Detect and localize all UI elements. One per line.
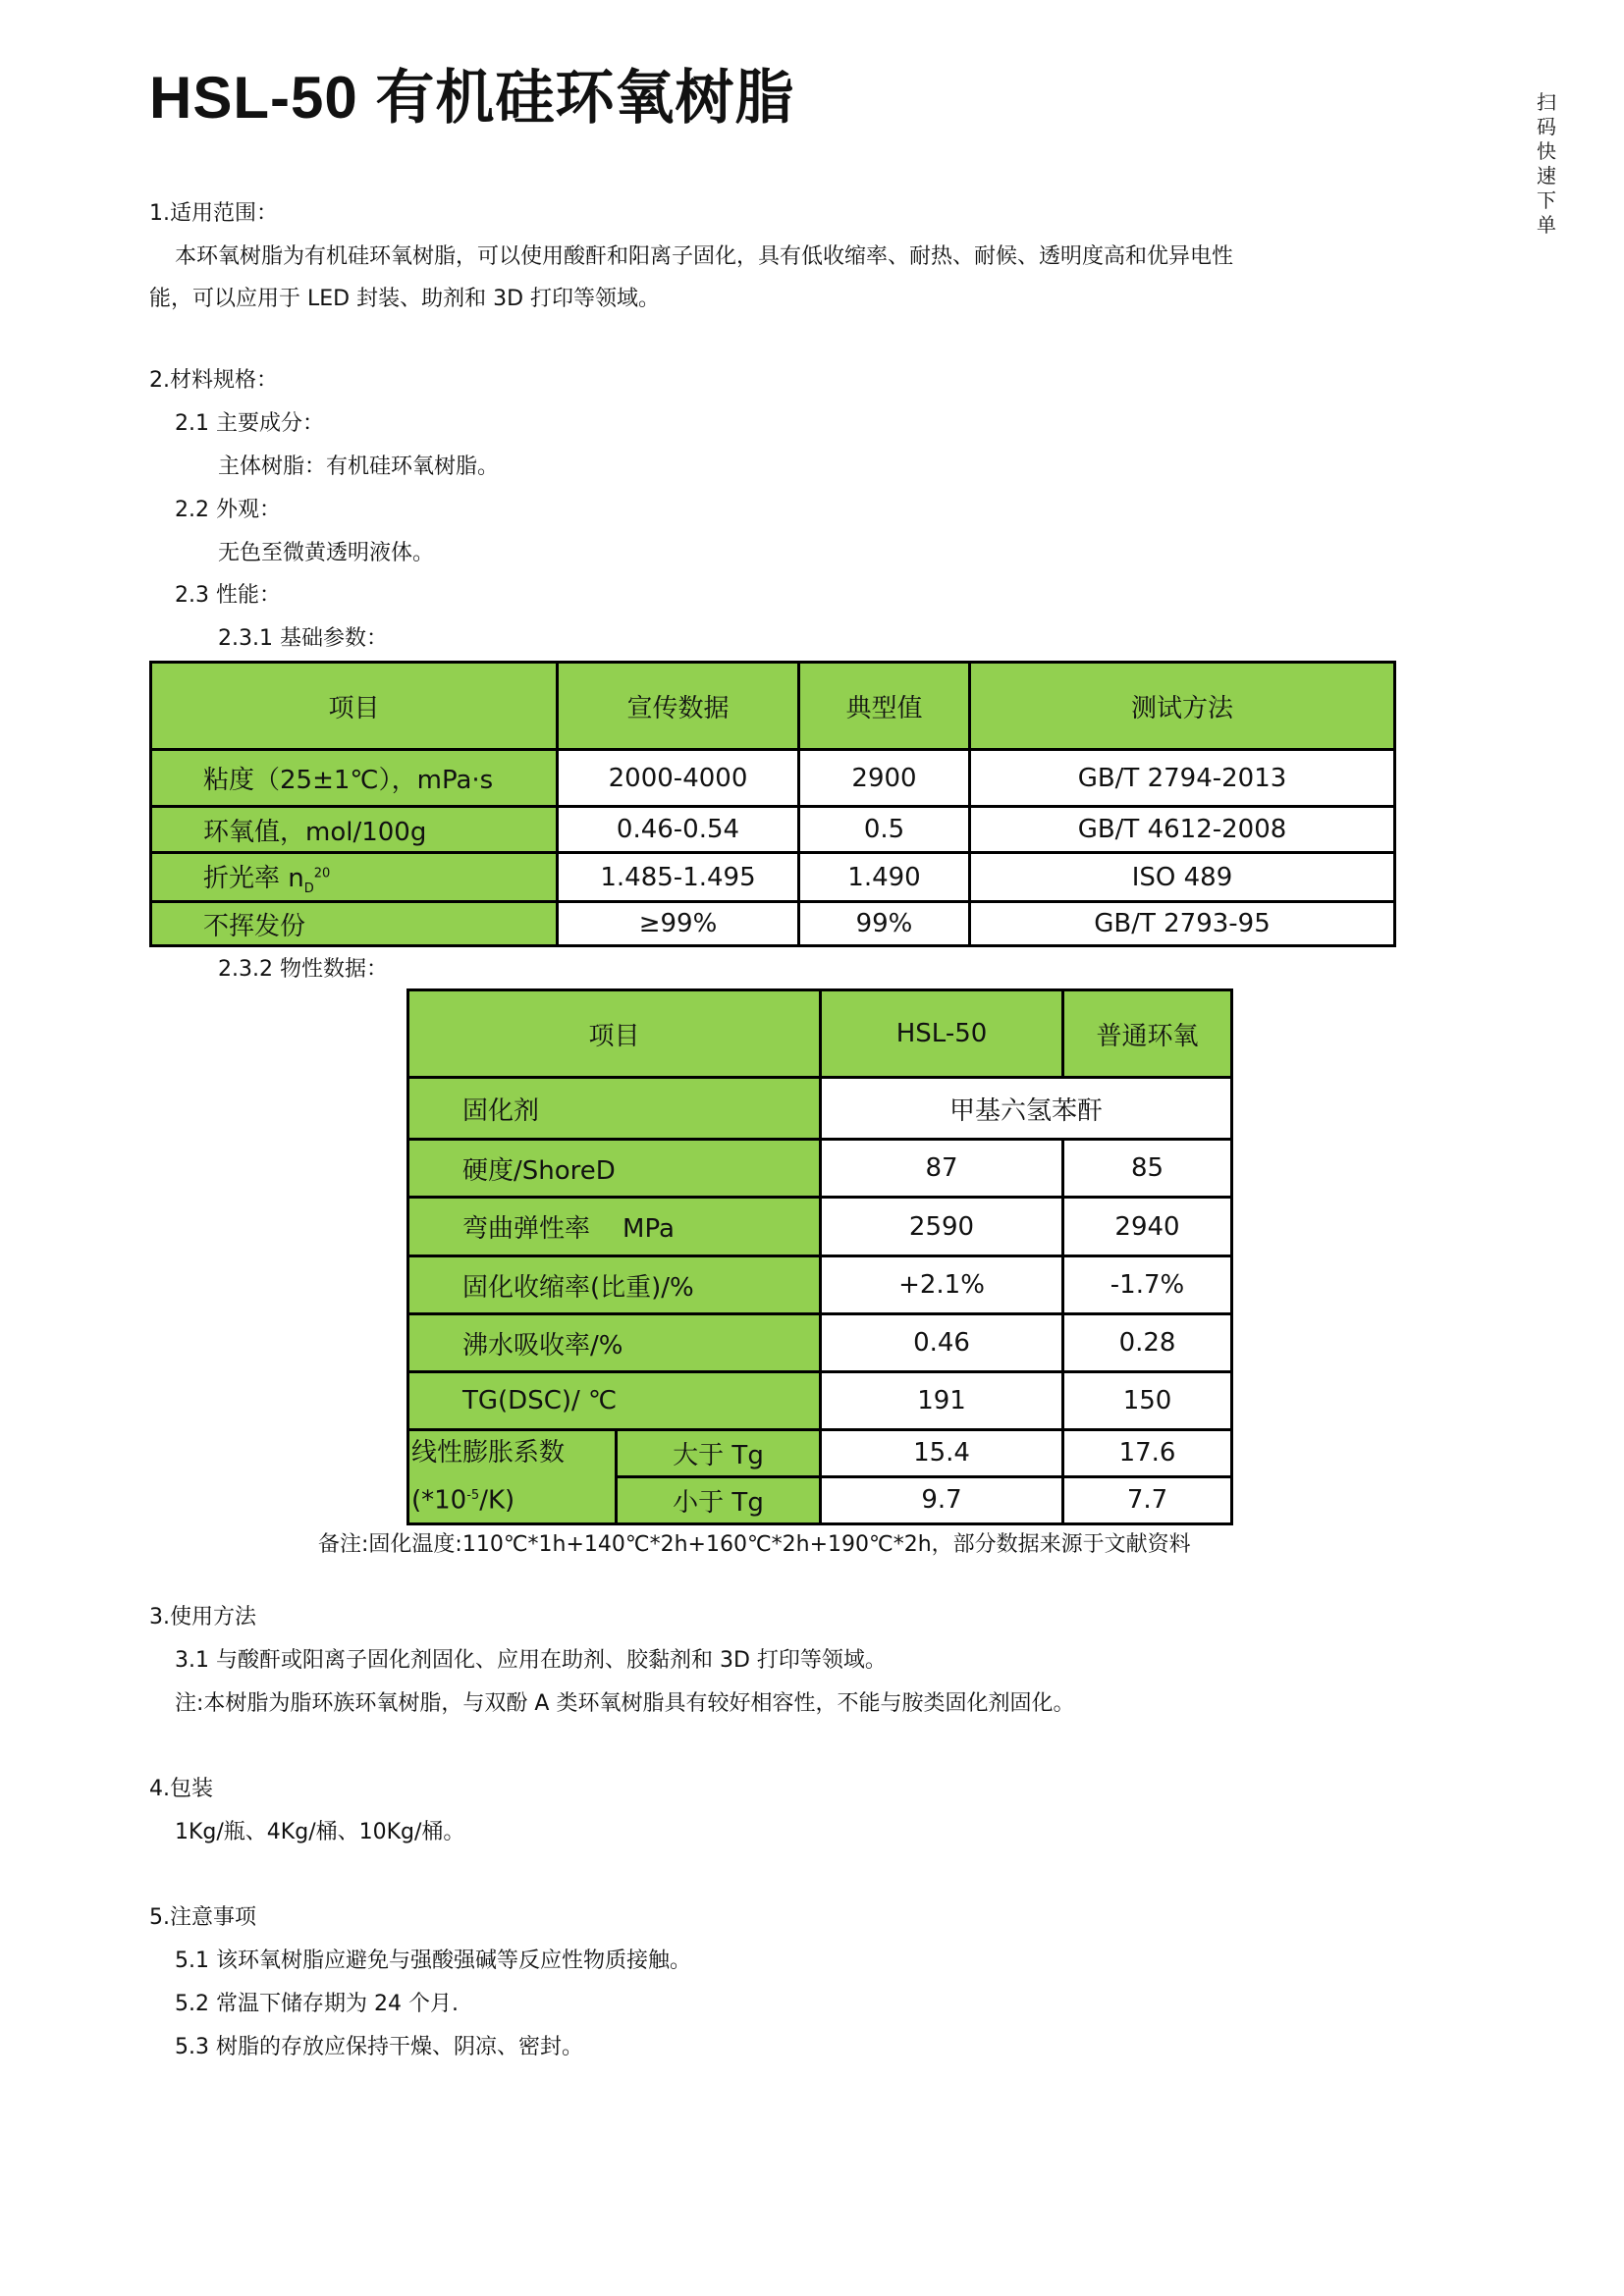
curing-agent-label: 固化剂 xyxy=(408,1078,821,1140)
cte-label-line1: 线性膨胀系数 xyxy=(411,1438,566,1468)
row-item: 不挥发份 xyxy=(151,902,558,946)
basic-parameters-table xyxy=(149,661,1396,947)
row-method: GB/T 4612-2008 xyxy=(970,807,1395,853)
section-2-2-heading: 2.2 外观： xyxy=(175,498,281,522)
table-row xyxy=(408,1314,1232,1372)
row-item: 粘度（25±1℃），mPa·s xyxy=(151,750,558,807)
row-typical: 0.5 xyxy=(799,807,970,853)
table-row xyxy=(408,1256,1232,1314)
header-spec: 宣传数据 xyxy=(558,663,799,750)
header-hsl50: HSL-50 xyxy=(821,990,1063,1078)
row-normal: 0.28 xyxy=(1063,1314,1232,1372)
row-item: 弯曲弹性率 MPa xyxy=(408,1198,821,1256)
table-row xyxy=(151,807,1395,853)
table-header-row xyxy=(151,663,1395,750)
row-method: ISO 489 xyxy=(970,853,1395,902)
table-row xyxy=(151,853,1395,902)
section-2-1-heading: 2.1 主要成分： xyxy=(175,411,324,436)
table-row xyxy=(151,902,1395,946)
row-method: GB/T 2794-2013 xyxy=(970,750,1395,807)
section-2-2-text: 无色至微黄透明液体。 xyxy=(218,541,435,565)
cte-label-line2: $(*10^{-5}/K)$ xyxy=(411,1485,515,1516)
cte-below-normal: 7.7 xyxy=(1063,1476,1232,1523)
cte-above-tg-label: 大于 Tg xyxy=(617,1430,821,1477)
header-normal-epoxy: 普通环氧 xyxy=(1063,990,1232,1078)
row-hsl50: 2590 xyxy=(821,1198,1063,1256)
section-4-text: 1Kg/瓶、4Kg/桶、10Kg/桶。 xyxy=(175,1820,465,1844)
row-normal: -1.7% xyxy=(1063,1256,1232,1314)
row-item: TG(DSC)/ ℃ xyxy=(408,1372,821,1430)
section-2-3-2-heading: 2.3.2 物性数据： xyxy=(218,957,388,982)
table-header-row xyxy=(408,990,1232,1078)
refractive-index-label: 折光率 n xyxy=(203,863,304,893)
header-typical: 典型值 xyxy=(799,663,970,750)
row-typical: 2900 xyxy=(799,750,970,807)
curing-agent-value: 甲基六氢苯酐 xyxy=(821,1078,1232,1140)
row-spec: 2000-4000 xyxy=(558,750,799,807)
row-method: GB/T 2793-95 xyxy=(970,902,1395,946)
row-item: 沸水吸收率/% xyxy=(408,1314,821,1372)
table-row xyxy=(408,1372,1232,1430)
header-method: 测试方法 xyxy=(970,663,1395,750)
table-row xyxy=(408,1078,1232,1140)
header-item: 项目 xyxy=(408,990,821,1078)
document-title: HSL-50 有机硅环氧树脂 xyxy=(149,65,795,131)
section-2-3-heading: 2.3 性能： xyxy=(175,583,281,608)
cte-below-tg-label: 小于 Tg xyxy=(617,1476,821,1523)
section-5-1-item: 5.1 该环氧树脂应避免与强酸强碱等反应性物质接触。 xyxy=(175,1949,691,1973)
cte-above-normal: 17.6 xyxy=(1063,1430,1232,1477)
section-3-note: 注:本树脂为脂环族环氧树脂，与双酚 A 类环氧树脂具有较好相容性，不能与胺类固化剂固化。 xyxy=(175,1691,1075,1716)
row-normal: 150 xyxy=(1063,1372,1232,1430)
row-hsl50: 191 xyxy=(821,1372,1063,1430)
section-2-heading: 2.材料规格： xyxy=(149,368,278,393)
row-spec: 1.485-1.495 xyxy=(558,853,799,902)
row-hsl50: 0.46 xyxy=(821,1314,1063,1372)
cte-below-hsl50: 9.7 xyxy=(821,1476,1063,1523)
table-row xyxy=(151,750,1395,807)
cte-label xyxy=(408,1430,617,1524)
row-normal: 2940 xyxy=(1063,1198,1232,1256)
section-1-heading: 1.适用范围： xyxy=(149,201,278,226)
row-item: 硬度/ShoreD xyxy=(408,1140,821,1198)
section-2-1-text: 主体树脂：有机硅环氧树脂。 xyxy=(218,454,500,479)
physical-data-table xyxy=(406,988,1233,1525)
row-normal: 85 xyxy=(1063,1140,1232,1198)
section-3-heading: 3.使用方法 xyxy=(149,1605,256,1629)
row-typical: 99% xyxy=(799,902,970,946)
row-item: 固化收缩率(比重)/% xyxy=(408,1256,821,1314)
refractive-index-sup: 20 xyxy=(313,866,331,881)
section-4-heading: 4.包装 xyxy=(149,1777,213,1801)
row-spec: 0.46-0.54 xyxy=(558,807,799,853)
row-item xyxy=(151,853,558,902)
physical-data-note: 备注:固化温度:110℃*1h+140℃*2h+160℃*2h+190℃*2h，部分数据来源于文献资料 xyxy=(318,1532,1191,1557)
row-spec: ≥99% xyxy=(558,902,799,946)
cte-above-hsl50: 15.4 xyxy=(821,1430,1063,1477)
section-5-2-item: 5.2 常温下储存期为 24 个月. xyxy=(175,1992,459,2016)
section-2-3-1-heading: 2.3.1 基础参数： xyxy=(218,626,388,651)
section-5-heading: 5.注意事项 xyxy=(149,1905,256,1930)
section-1-paragraph-line2: 能，可以应用于 LED 封装、助剂和 3D 打印等领域。 xyxy=(149,287,661,311)
section-3-1-item: 3.1 与酸酐或阳离子固化剂固化、应用在助剂、胶黏剂和 3D 打印等领域。 xyxy=(175,1648,887,1673)
section-5-3-item: 5.3 树脂的存放应保持干燥、阴凉、密封。 xyxy=(175,2035,583,2059)
section-1-paragraph-line1: 本环氧树脂为有机硅环氧树脂，可以使用酸酐和阳离子固化，具有低收缩率、耐热、耐候、透明度高和优异电性 xyxy=(175,244,1234,269)
row-typical: 1.490 xyxy=(799,853,970,902)
table-row xyxy=(408,1198,1232,1256)
row-hsl50: 87 xyxy=(821,1140,1063,1198)
refractive-index-sub: D xyxy=(303,881,314,897)
table-row xyxy=(408,1140,1232,1198)
header-item: 项目 xyxy=(151,663,558,750)
row-item: 环氧值，mol/100g xyxy=(151,807,558,853)
row-hsl50: +2.1% xyxy=(821,1256,1063,1314)
table-row xyxy=(408,1430,1232,1477)
scan-to-order-note: 扫码快速下单 xyxy=(1537,90,1556,237)
